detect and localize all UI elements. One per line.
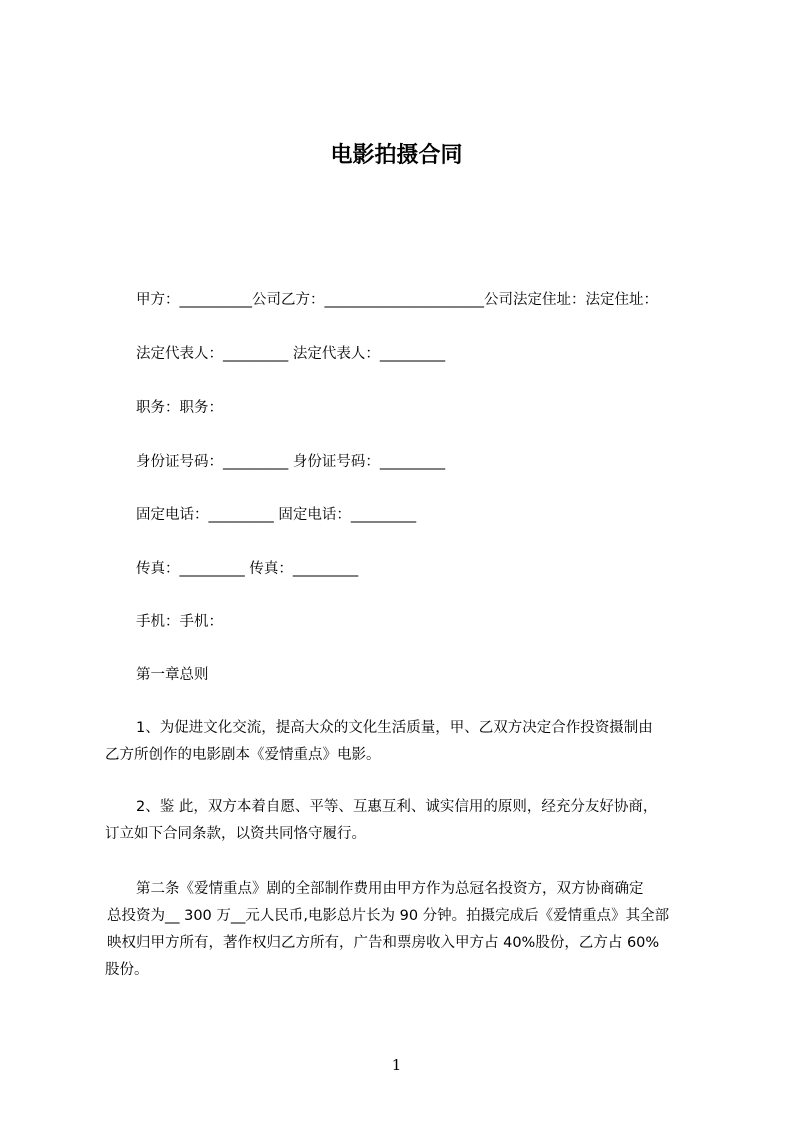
phone-line: 固定电话：_________ 固定电话：_________ (136, 507, 417, 523)
party-line: 甲方：__________公司乙方：______________________公司法定住址：法定住址： (136, 292, 658, 308)
legal-rep-line: 法定代表人：_________ 法定代表人：_________ (136, 346, 446, 362)
page-number: 1 (391, 1056, 402, 1074)
clause-2-line-1: 2、鉴 此，双方本着自愿、平等、互惠互利、诚实信用的原则，经充分友好协商， (136, 799, 658, 815)
article-2-line-2: 总投资为__ 300 万__元人民币,电影总片长为 90 分钟。拍摄完成后《爱情重点》其全部 (107, 908, 670, 924)
clause-1-line-2: 乙方所创作的电影剧本《爱情重点》电影。 (105, 747, 381, 763)
document-title: 电影拍摄合同 (330, 143, 463, 168)
mobile-line: 手机：手机： (136, 614, 223, 630)
fax-line: 传真：_________ 传真：_________ (136, 561, 359, 577)
clause-1-line-1: 1、为促进文化交流，提高大众的文化生活质量，甲、乙双方决定合作投资摄制由 (136, 720, 653, 736)
article-2-line-3: 映权归甲方所有，著作权归乙方所有，广告和票房收入甲方占 40%股份，乙方占 60% (107, 935, 660, 951)
position-line: 职务：职务： (136, 400, 223, 416)
chapter-heading: 第一章总则 (136, 667, 209, 683)
clause-2-line-2: 订立如下合同条款，以资共同恪守履行。 (105, 826, 366, 842)
id-number-line: 身份证号码：_________ 身份证号码：_________ (136, 454, 446, 470)
article-2-line-4: 股份。 (105, 962, 149, 978)
article-2-line-1: 第二条《爱情重点》剧的全部制作费用由甲方作为总冠名投资方，双方协商确定 (136, 881, 644, 897)
